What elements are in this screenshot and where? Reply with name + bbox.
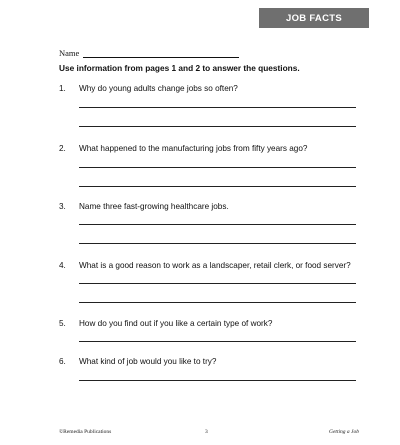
question-number: 2. [59,144,66,153]
question-number: 5. [59,319,66,328]
section-header-label: JOB FACTS [285,12,342,24]
question-2 [59,144,359,153]
footer-page-number: 3 [205,429,208,435]
answer-line[interactable] [79,126,356,127]
answer-line[interactable] [79,380,356,381]
name-answer-line[interactable] [83,48,239,58]
question-text: What is a good reason to work as a landscaper, retail clerk, or food server? [79,261,351,270]
answer-line[interactable] [79,107,356,108]
answer-line[interactable] [79,167,356,168]
question-3 [59,202,359,211]
question-text: Why do young adults change jobs so often? [79,84,238,93]
question-text: What happened to the manufacturing jobs from fifty years ago? [79,144,308,153]
question-1 [59,84,359,93]
question-4 [59,261,359,270]
answer-line[interactable] [79,283,356,284]
answer-line[interactable] [79,224,356,225]
question-5 [59,319,359,328]
question-number: 1. [59,84,66,93]
footer-publisher: ©Remedia Publications [59,429,112,435]
question-number: 6. [59,357,66,366]
question-6 [59,357,359,366]
instructions: Use information from pages 1 and 2 to answer the questions. [59,63,300,73]
question-number: 4. [59,261,66,270]
answer-line[interactable] [79,243,356,244]
question-number: 3. [59,202,66,211]
answer-line[interactable] [79,302,356,303]
question-text: How do you find out if you like a certain type of work? [79,319,273,328]
name-row [59,44,239,58]
question-text: What kind of job would you like to try? [79,357,217,366]
name-label: Name [59,48,80,58]
footer-book-title: Getting a Job [329,429,359,435]
answer-line[interactable] [79,186,356,187]
section-header-tab [259,8,369,28]
answer-line[interactable] [79,341,356,342]
question-text: Name three fast-growing healthcare jobs. [79,202,229,211]
